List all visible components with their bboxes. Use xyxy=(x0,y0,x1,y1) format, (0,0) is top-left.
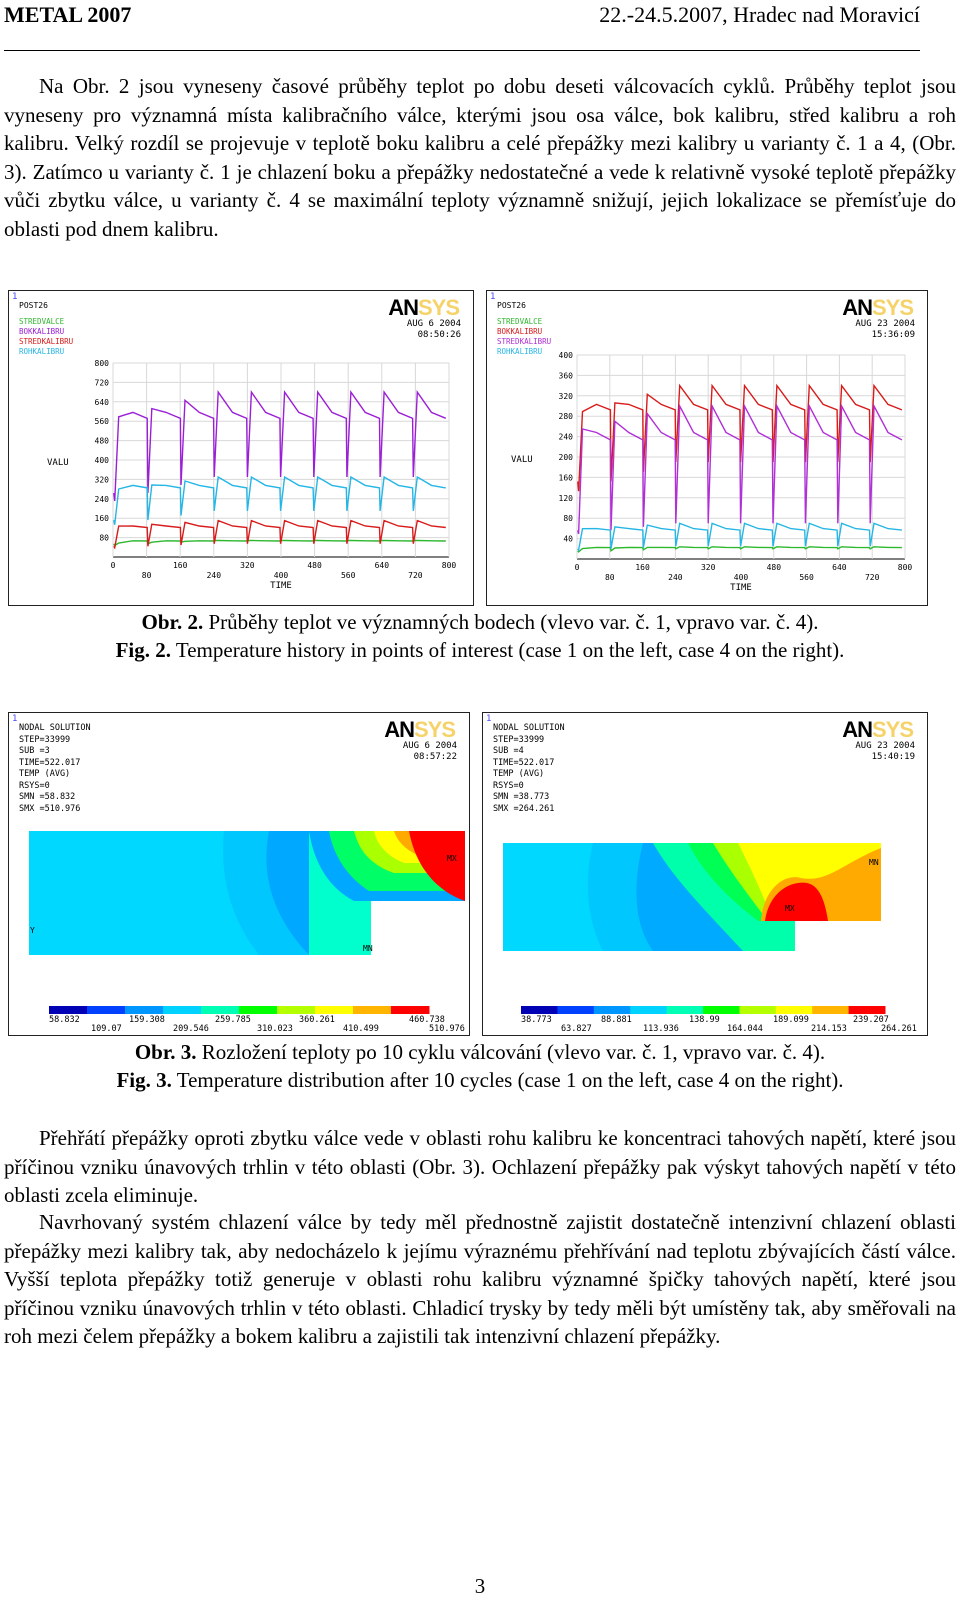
x-tick-label: 240 xyxy=(206,571,222,580)
contour-right-svg xyxy=(483,713,927,1035)
ansys-logo: ANSYS xyxy=(842,717,913,742)
legend-entry: BOKKALIBRU xyxy=(19,327,65,336)
min-label: MN xyxy=(363,944,373,953)
x-tick-label: 160 xyxy=(172,561,188,570)
x-tick-label: 560 xyxy=(799,573,814,582)
y-tick-label: 160 xyxy=(94,514,109,524)
x-tick-label: 0 xyxy=(110,561,116,570)
fig3-caption-cz: Obr. 3. Rozložení teploty po 10 cyklu válcování (vlevo var. č. 1, vpravo var. č. 4). xyxy=(134,1040,826,1064)
post-label: POST26 xyxy=(19,301,48,310)
y-tick-label: 800 xyxy=(94,359,109,368)
x-tick-label: 720 xyxy=(408,571,423,580)
series-line xyxy=(578,547,902,552)
y-tick-label: 200 xyxy=(558,453,573,462)
legend-entry: ROHKALIBRU xyxy=(497,347,543,356)
x-tick-label: 240 xyxy=(668,573,683,582)
legend-swatch xyxy=(739,1006,776,1014)
legend-swatch xyxy=(163,1006,202,1014)
legend-swatch xyxy=(812,1006,849,1014)
y-tick-label: 560 xyxy=(94,417,109,427)
ansys-logo: ANSYS xyxy=(842,295,913,320)
y-tick-label: 240 xyxy=(558,432,573,442)
legend-swatch xyxy=(521,1006,558,1014)
series-line xyxy=(114,477,446,525)
x-axis-label: TIME xyxy=(730,583,752,593)
legend-swatch xyxy=(125,1006,164,1014)
legend-swatch xyxy=(49,1006,88,1014)
x-tick-label: 640 xyxy=(374,561,390,570)
y-tick-label: 120 xyxy=(558,493,573,503)
contour-panel-left: 1 ANSYS AUG 6 2004 08:57:22 NODAL SOLUTION STEP=33999 SUB =3 TIME=522.017 TEMP (AVG) RSYS=0 SMN =58.832 SMX =510.976 MX MN Y 58.832 159.308 259.785 360.261 460.738 109.07 209.546 310.023 410.499 510.976 xyxy=(8,712,470,1036)
legend-swatch xyxy=(239,1006,278,1014)
fig2-caption-en: Fig. 2. Temperature history in points of interest (case 1 on the left, case 4 on the right). xyxy=(115,638,845,662)
panel-number: 1 xyxy=(12,714,18,724)
panel-number: 1 xyxy=(490,292,496,302)
y-tick-label: 480 xyxy=(94,436,109,446)
chart-timestamp: AUG 23 2004 15:36:09 xyxy=(855,319,915,340)
fig3-caption-en: Fig. 3. Temperature distribution after 10 cycles (case 1 on the left, case 4 on the right). xyxy=(116,1068,844,1092)
page-header xyxy=(4,0,920,51)
legend-swatch xyxy=(849,1006,886,1014)
page-number: 3 xyxy=(474,1574,486,1598)
legend-swatch xyxy=(667,1006,704,1014)
nodal-solution-info: NODAL SOLUTION STEP=33999 SUB =3 TIME=522.017 TEMP (AVG) RSYS=0 SMN =58.832 SMX =510.976 xyxy=(19,723,91,814)
legend-entry: STREDVALCE xyxy=(19,317,65,326)
x-tick-label: 160 xyxy=(635,563,650,572)
y-tick-label: 160 xyxy=(558,473,573,483)
max-label: MX xyxy=(447,854,457,863)
y-tick-label: 80 xyxy=(99,533,109,543)
series-line xyxy=(578,523,902,550)
legend-swatch xyxy=(87,1006,126,1014)
y-tick-label: 280 xyxy=(558,412,573,422)
panel-number: 1 xyxy=(486,714,492,724)
chart-right-svg xyxy=(487,291,927,605)
x-tick-label: 640 xyxy=(832,563,847,572)
contour-timestamp: AUG 6 2004 08:57:22 xyxy=(402,741,457,762)
legend-swatch xyxy=(776,1006,813,1014)
legend-swatch xyxy=(391,1006,430,1014)
y-tick-label: 400 xyxy=(558,351,573,360)
x-tick-label: 80 xyxy=(604,573,615,582)
x-tick-label: 0 xyxy=(574,563,580,572)
legend-swatch xyxy=(557,1006,594,1014)
legend-swatch xyxy=(201,1006,240,1014)
series-line xyxy=(114,521,446,548)
y-tick-label: 360 xyxy=(558,371,573,381)
x-tick-label: 320 xyxy=(240,561,255,570)
legend-swatch xyxy=(315,1006,354,1014)
max-label: MX xyxy=(785,904,795,913)
x-axis-label: TIME xyxy=(270,581,292,591)
x-tick-label: 560 xyxy=(340,571,356,580)
y-axis-label: VALU xyxy=(511,455,533,465)
paragraph-2: Přehřátí přepážky oproti zbytku válce vede v oblasti rohu kalibru ke koncentraci tahových napětí, které jsou příčinou vzniku únavových trhlin v této oblasti (Obr. 3). Ochlazení přepážky pak výskyt tahových napětí v této oblasti zcela eliminuje. xyxy=(4,1126,956,1207)
contour-left-svg xyxy=(9,713,469,1035)
paragraph-1: Na Obr. 2 jsou vyneseny časové průběhy teplot po dobu deseti válcovacích cyklů. Průběhy teplot jsou vyneseny pro významná místa kalibračního válce, kterými jsou osa válce, bok kalibru, střed kalibru a roh kalibru. Velký rozdíl se projevuje v teplotě boku kalibru a celé přepážky mezi kalibry u varianty č. 1 a 4, (Obr. 3). Zatímco u varianty č. 1 je chlazení boku a přepážky nedostatečné a vede k relativně vysoké teplotě přepážky vůči zbytku válce, u varianty č. 4 se maximální teploty významně snižují, jejich lokalizace se přemísťuje do oblasti pod dnem kalibru. xyxy=(4,74,956,241)
x-tick-label: 480 xyxy=(766,563,782,572)
y-tick-label: 400 xyxy=(94,456,109,465)
nodal-solution-info: NODAL SOLUTION STEP=33999 SUB =4 TIME=522.017 TEMP (AVG) RSYS=0 SMN =38.773 SMX =264.261 xyxy=(493,723,565,814)
legend-swatch xyxy=(277,1006,316,1014)
chart-left-svg xyxy=(9,291,473,605)
paragraph-3: Navrhovaný systém chlazení válce by tedy měl přednostně zajistit dostatečně intenzivní chlazení oblasti přepážky mezi kalibry tak, aby nedocházelo k jejímu výraznému přehřívání nad teplotu zbývajících částí válce. Vyšší teplota přepážky totiž generuje v oblasti rohu kalibru významné špičky tahových napětí, které jsou příčinou vzniku únavových trhlin v této oblasti. Chladicí trysky by tedy měli být umístěny tak, aby směřovali na roh mezi čelem přepážky a bokem kalibru a zajistili tak intenzivní chlazení přepážky. xyxy=(4,1210,956,1348)
x-tick-label: 800 xyxy=(441,561,457,570)
y-tick-label: 720 xyxy=(94,378,109,388)
y-tick-label: 640 xyxy=(94,397,109,407)
post-label: POST26 xyxy=(497,301,526,310)
y-tick-label: 320 xyxy=(558,391,573,401)
x-tick-label: 320 xyxy=(700,563,716,572)
x-tick-label: 400 xyxy=(733,573,749,582)
y-axis-label: VALU xyxy=(47,458,69,468)
fig2-caption-cz: Obr. 2. Průběhy teplot ve významných bodech (vlevo var. č. 1, vpravo var. č. 4). xyxy=(141,610,819,634)
chart-timestamp: AUG 6 2004 08:50:26 xyxy=(406,319,461,340)
legend-swatch xyxy=(703,1006,740,1014)
x-tick-label: 800 xyxy=(897,563,913,572)
legend-entry: STREDKALIBRU xyxy=(19,337,74,346)
conference-name: METAL 2007 xyxy=(4,2,132,27)
legend-entry: STREDVALCE xyxy=(497,317,543,326)
contour-panel-right: 1 ANSYS AUG 23 2004 15:40:19 NODAL SOLUTION STEP=33999 SUB =4 TIME=522.017 TEMP (AVG) RSYS=0 SMN =38.773 SMX =264.261 MN MX 38.773 88.881 138.99 189.099 239.207 63.827 113.936 164.044 214.153 264.261 xyxy=(482,712,928,1036)
min-label: MN xyxy=(869,858,879,867)
chart-panel-left xyxy=(8,290,474,606)
x-tick-label: 80 xyxy=(141,571,152,580)
x-tick-label: 480 xyxy=(307,561,322,570)
conference-date-place: 22.-24.5.2007, Hradec nad Moravicí xyxy=(599,2,920,27)
legend-swatch xyxy=(594,1006,631,1014)
x-tick-label: 720 xyxy=(864,573,880,582)
y-tick-label: 40 xyxy=(563,534,573,544)
legend-swatch xyxy=(630,1006,667,1014)
legend-entry: ROHKALIBRU xyxy=(19,347,65,356)
ansys-logo: ANSYS xyxy=(388,295,459,320)
axis-y-label: Y xyxy=(30,926,35,935)
contour-timestamp: AUG 23 2004 15:40:19 xyxy=(855,741,915,762)
ansys-logo: ANSYS xyxy=(384,717,455,742)
panel-number: 1 xyxy=(12,292,18,302)
x-tick-label: 400 xyxy=(273,571,289,580)
y-tick-label: 240 xyxy=(94,494,109,504)
y-tick-label: 80 xyxy=(563,514,573,524)
legend-entry: BOKKALIBRU xyxy=(497,327,543,336)
legend-swatch xyxy=(353,1006,392,1014)
y-tick-label: 320 xyxy=(94,475,109,485)
legend-entry: STREDKALIBRU xyxy=(497,337,552,346)
chart-panel-right xyxy=(486,290,928,606)
